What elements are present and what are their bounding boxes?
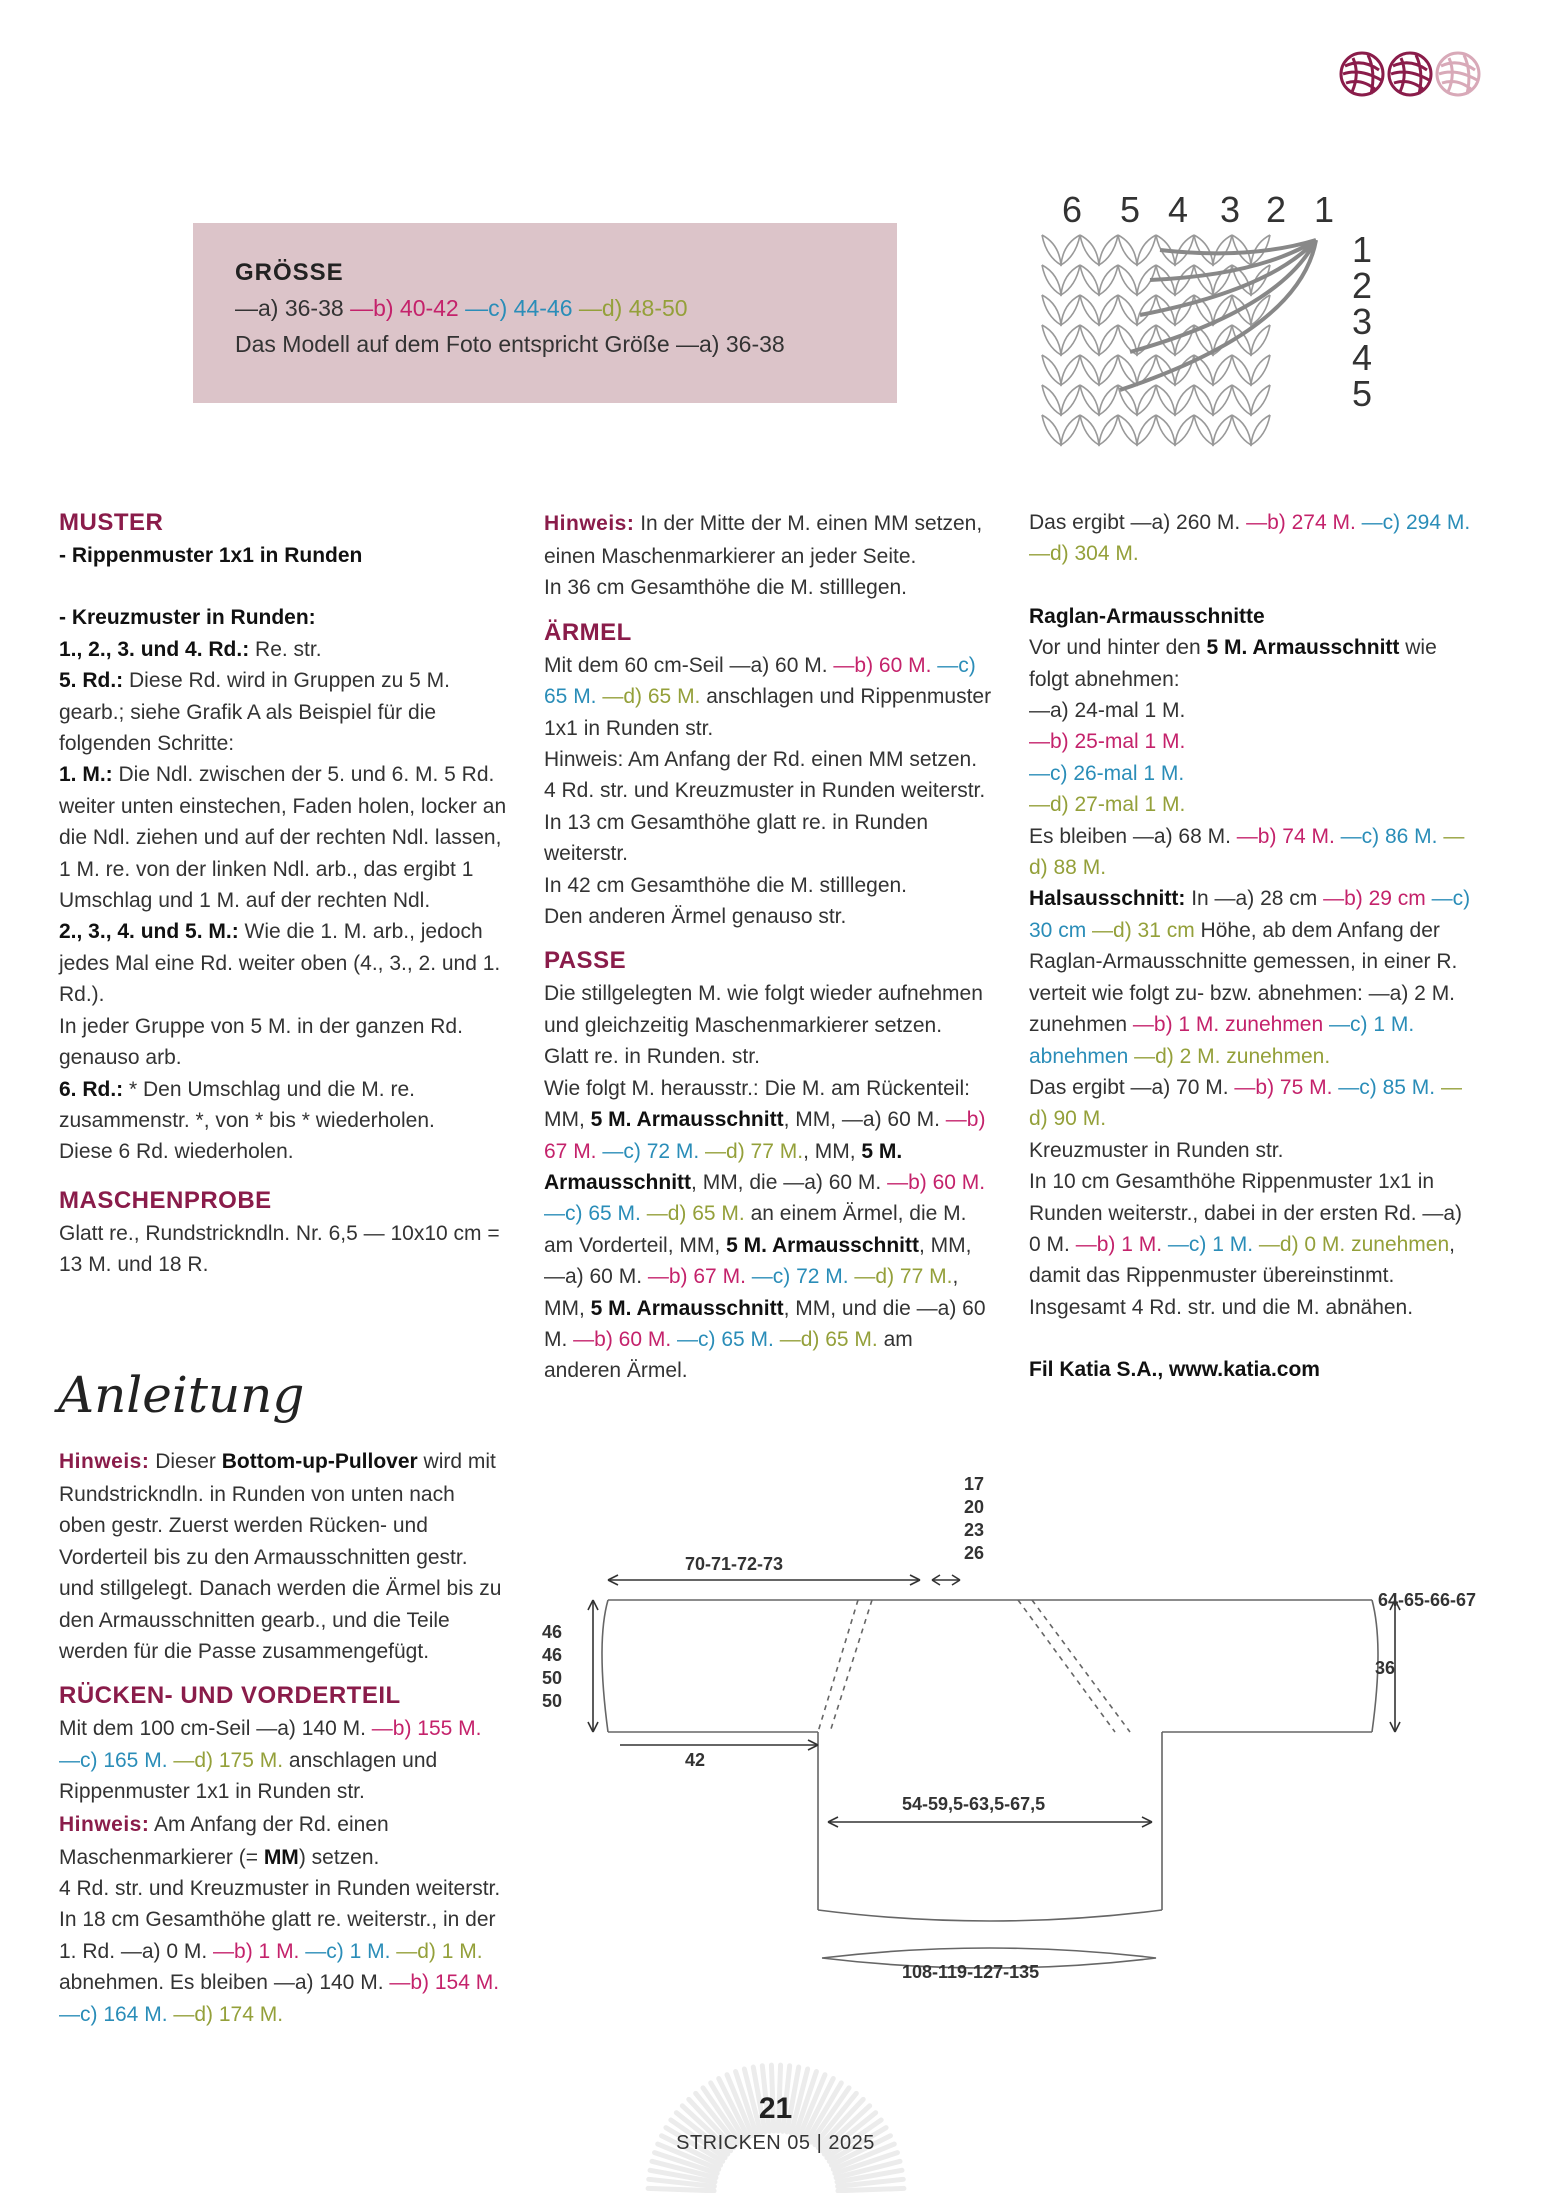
bind-off: Insgesamt 4 Rd. str. und die M. abnähen. (1029, 1295, 1414, 1319)
total-stitches: Das ergibt —a) 260 M. —b) 274 M. —c) 294 M. —d) 304 M. (1029, 511, 1471, 566)
aermel-other: Den anderen Ärmel genauso str. (544, 905, 847, 929)
stitch-mark (1194, 415, 1232, 445)
stitch-mark (1080, 295, 1118, 325)
stitch-mark (1118, 295, 1156, 325)
yarn-ball-icon (1389, 53, 1431, 95)
rv-heading: RÜCKEN- UND VORDERTEIL (59, 1682, 401, 1710)
neck-dim-2: 20 (964, 1497, 985, 1517)
chart-column-label: 6 (1062, 189, 1083, 230)
height-dim-1: 46 (542, 1622, 563, 1642)
center-hinweis: Hinweis: In der Mitte der M. einen MM setzen, einen Maschenmarkierer an jeder Seite. (544, 512, 983, 568)
muster-heading: MUSTER (59, 509, 164, 536)
stitch-mark (1080, 385, 1118, 415)
raglan-a: —a) 24-mal 1 M. (1029, 699, 1186, 723)
yarn-ball-icon (1437, 53, 1479, 95)
stitch-mark (1232, 415, 1270, 445)
chart-row-label: 3 (1352, 301, 1373, 342)
chart-row-label: 5 (1352, 373, 1373, 414)
dimension-labels (542, 1474, 1476, 1982)
aermel-hinweis: Hinweis: Am Anfang der Rd. einen MM setzen. (544, 748, 978, 772)
chart-column-label: 3 (1220, 189, 1241, 230)
difficulty-yarn-balls (1338, 50, 1483, 98)
chart-column-label: 1 (1314, 189, 1335, 230)
column-2 (544, 507, 992, 1387)
neck-pattern: Kreuzmuster in Runden str. (1029, 1138, 1284, 1162)
kreuz-title: - Kreuzmuster in Runden: (59, 606, 316, 630)
size-d: —d) 48-50 (578, 295, 688, 321)
stitch-mark (1080, 355, 1118, 385)
neck-dim-1: 17 (964, 1474, 985, 1494)
chart-column-labels (1062, 189, 1334, 230)
passe-pickup: Die stillgelegten M. wie folgt wieder aufnehmen und gleichzeitig Maschenmarkierer setzen. Glatt re. in Runden. str. (544, 982, 983, 1069)
stitch-1: 1. M.: Die Ndl. zwischen der 5. und 6. M. 5 Rd. weiter unten einstechen, Faden holen, locker an die Ndl. ziehen und auf der rechten Ndl. lassen, 1 M. re. von der linken Ndl. arb., das ergibt 1 Umschlag und 1 M. auf der rechten Ndl. (59, 763, 507, 913)
probe-heading: MASCHENPROBE (59, 1186, 272, 1214)
rv-decrease: In 18 cm Gesamthöhe glatt re. weiterstr., in der 1. Rd. —a) 0 M. —b) 1 M. —c) 1 M. —d) 1 M. abnehmen. Es bleiben —a) 140 M. —b) 154 M. —c) 164 M. —d) 174 M. (59, 1908, 500, 2026)
column-3 (1029, 507, 1477, 1386)
chart-column-label: 2 (1266, 189, 1287, 230)
page-number: 21 (758, 2092, 793, 2125)
raglan-c: —c) 26-mal 1 M. (1029, 761, 1185, 785)
aermel-stockinette: In 13 cm Gesamthöhe glatt re. in Runden weiterstr. (544, 810, 929, 866)
height-dim-3: 50 (542, 1668, 563, 1688)
rv-cast-on: Mit dem 100 cm-Seil —a) 140 M. —b) 155 M. —c) 165 M. —d) 175 M. anschlagen und Rippenmuster 1x1 in Runden str. (59, 1717, 482, 1804)
round-6: 6. Rd.: * Den Umschlag und die M. re. zusammenstr. *, von * bis * wiederholen. (59, 1077, 435, 1132)
stitch-mark (1042, 385, 1080, 415)
stitch-mark (1042, 235, 1080, 265)
size-note: Das Modell auf dem Foto entspricht Größe —a) 36-38 (235, 331, 785, 357)
size-b: —b) 40-42 (350, 295, 459, 321)
yoke-depth-dim: 42 (685, 1750, 706, 1770)
size-list (235, 295, 688, 322)
stitch-mark (1042, 355, 1080, 385)
column-1-bottom (59, 1445, 507, 2030)
passe-order: Wie folgt M. herausstr.: Die M. am Rückenteil: MM, 5 M. Armausschnitt, MM, —a) 60 M. —b) 67 M. —c) 72 M. —d) 77 M., MM, 5 M. Armausschnitt, MM, die —a) 60 M. —b) 60 M. —c) 65 M. —d) 65 M. an einem Ärmel, die M. am Vorderteil, MM, 5 M. Armausschnitt, MM, —a) 60 M. —b) 67 M. —c) 72 M. —d) 77 M., MM, 5 M. Armausschnitt, MM, und die —a) 60 M. —b) 60 M. —c) 65 M. —d) 65 M. am anderen Ärmel. (544, 1076, 986, 1383)
credit: Fil Katia S.A., www.katia.com (1029, 1358, 1320, 1382)
shoulder-dim: 70-71-72-73 (685, 1554, 784, 1574)
anleitung-title: Anleitung (58, 1366, 305, 1424)
dimension-arrows (588, 1575, 1400, 1827)
raglan-remaining: Es bleiben —a) 68 M. —b) 74 M. —c) 86 M. —d) 88 M. (1029, 824, 1465, 880)
height-dim-4: 50 (542, 1691, 563, 1711)
aermel-hold: In 42 cm Gesamthöhe die M. stilllegen. (544, 873, 908, 897)
stitch-mark (1080, 265, 1118, 295)
stitch-mark (1118, 415, 1156, 445)
stitch-mark (1080, 235, 1118, 265)
yarn-ball-icon (1341, 53, 1383, 95)
stitch-mark (1042, 265, 1080, 295)
chart-column-label: 5 (1120, 189, 1141, 230)
rippen-title: - Rippenmuster 1x1 in Runden (59, 544, 363, 567)
magazine-issue: STRICKEN 05 | 2025 (676, 2132, 875, 2154)
size-title: GRÖSSE (235, 259, 344, 286)
stitch-mark (1156, 325, 1194, 355)
stitch-mark (1042, 295, 1080, 325)
neck-dim-3: 23 (964, 1520, 985, 1540)
round-5: 5. Rd.: Diese Rd. wird in Gruppen zu 5 M. gearb.; siehe Grafik A als Beispiel für die folgenden Schritte: (59, 669, 450, 756)
rv-hinweis: Hinweis: Am Anfang der Rd. einen Maschenmarkierer (= MM) setzen. (59, 1812, 389, 1869)
stitch-mark (1118, 235, 1156, 265)
chart-row-label: 1 (1352, 229, 1373, 270)
chart-row-label: 4 (1352, 337, 1373, 378)
body-width-dim: 54-59,5-63,5-67,5 (902, 1794, 1046, 1814)
stitches-2-5: 2., 3., 4. und 5. M.: Wie die 1. M. arb., jedoch jedes Mal eine Rd. weiter oben (4., 3., 2. und 1. Rd.). (59, 920, 501, 1007)
passe-heading: PASSE (544, 947, 627, 975)
schematic-outline (602, 1600, 1378, 1968)
chart-row-label: 2 (1352, 265, 1373, 306)
stitch-mark (1080, 325, 1118, 355)
garment-schematic (540, 1470, 1480, 2030)
intro-hinweis: Hinweis: Dieser Bottom-up-Pullover wird mit Rundstrickndln. in Runden von unten nach oben gestr. Zuerst werden Rücken- und Vorderteil bis zu den Armausschnitten gestr. und stillgelegt. Danach werden die Ärmel bis zu den Armausschnitten gearb., und die Teile werden für die Passe zusammengefügt. (59, 1450, 502, 1664)
aermel-pattern: 4 Rd. str. und Kreuzmuster in Runden weiterstr. (544, 779, 986, 803)
body-height-note: In 36 cm Gesamthöhe die M. stilllegen. (544, 576, 908, 600)
chart-column-label: 4 (1168, 189, 1189, 230)
neck-total: Das ergibt —a) 70 M. —b) 75 M. —c) 85 M. —d) 90 M. (1029, 1075, 1462, 1131)
raglan-d: —d) 27-mal 1 M. (1029, 793, 1186, 817)
sunburst-ray (648, 2188, 714, 2190)
stitch-mark (1194, 235, 1232, 265)
rv-pattern: 4 Rd. str. und Kreuzmuster in Runden weiterstr. (59, 1877, 501, 1901)
size-c: —c) 44-46 (465, 295, 573, 321)
neck-dim-4: 26 (964, 1543, 985, 1563)
repeat-note: Diese 6 Rd. wiederholen. (59, 1140, 294, 1164)
raglan-heading: Raglan-Armausschnitte (1029, 604, 1265, 628)
stitch-chart-a (1030, 180, 1400, 460)
rounds-1-4: 1., 2., 3. und 4. Rd.: Re. str. (59, 637, 322, 661)
stitch-mark (1194, 385, 1232, 415)
hem-dim: 108-119-127-135 (902, 1962, 1040, 1982)
stitch-mark (1156, 385, 1194, 415)
neck-ribbing: In 10 cm Gesamthöhe Rippenmuster 1x1 in Runden weiterstr., dabei in der ersten Rd. —a) 0 M. —b) 1 M. —c) 1 M. —d) 0 M. zunehmen, damit das Rippenmuster übereinstinmt. (1029, 1170, 1463, 1288)
size-box (193, 223, 897, 403)
size-a: —a) 36-38 (235, 295, 344, 321)
raglan-b: —b) 25-mal 1 M. (1029, 730, 1186, 754)
sleeve-width-dim: 64-65-66-67 (1378, 1590, 1477, 1610)
probe-text: Glatt re., Rundstrickndln. Nr. 6,5 — 10x10 cm = 13 M. und 18 R. (59, 1221, 500, 1277)
stitch-mark (1232, 385, 1270, 415)
sleeve-height-dim: 36 (1375, 1658, 1396, 1678)
stitch-mark (1042, 415, 1080, 445)
stitch-mark (1080, 415, 1118, 445)
group-note: In jeder Gruppe von 5 M. in der ganzen Rd. genauso arb. (59, 1014, 463, 1070)
raglan-intro: Vor und hinter den 5 M. Armausschnitt wie folgt abnehmen: (1029, 636, 1437, 691)
aermel-cast-on: Mit dem 60 cm-Seil —a) 60 M. —b) 60 M. —c) 65 M. —d) 65 M. anschlagen und Rippenmuster 1x1 in Runden str. (544, 653, 992, 740)
chart-row-labels (1352, 229, 1372, 414)
height-dim-2: 46 (542, 1645, 563, 1665)
stitch-mark (1042, 325, 1080, 355)
stitch-mark (1156, 415, 1194, 445)
stitch-mark (1232, 355, 1270, 385)
neck-shaping: Halsausschnitt: In —a) 28 cm —b) 29 cm —c) 30 cm —d) 31 cm Höhe, ab dem Anfang der Raglan-Armausschnitte gemessen, in einer R. verteit wie folgt zu- bzw. abnehmen: —a) 2 M. zunehmen —b) 1 M. zunehmen —c) 1 M. abnehmen —d) 2 M. zunehmen. (1029, 887, 1471, 1068)
aermel-heading: ÄRMEL (544, 618, 632, 646)
column-1 (59, 506, 507, 1281)
sunburst-ray (838, 2188, 904, 2190)
